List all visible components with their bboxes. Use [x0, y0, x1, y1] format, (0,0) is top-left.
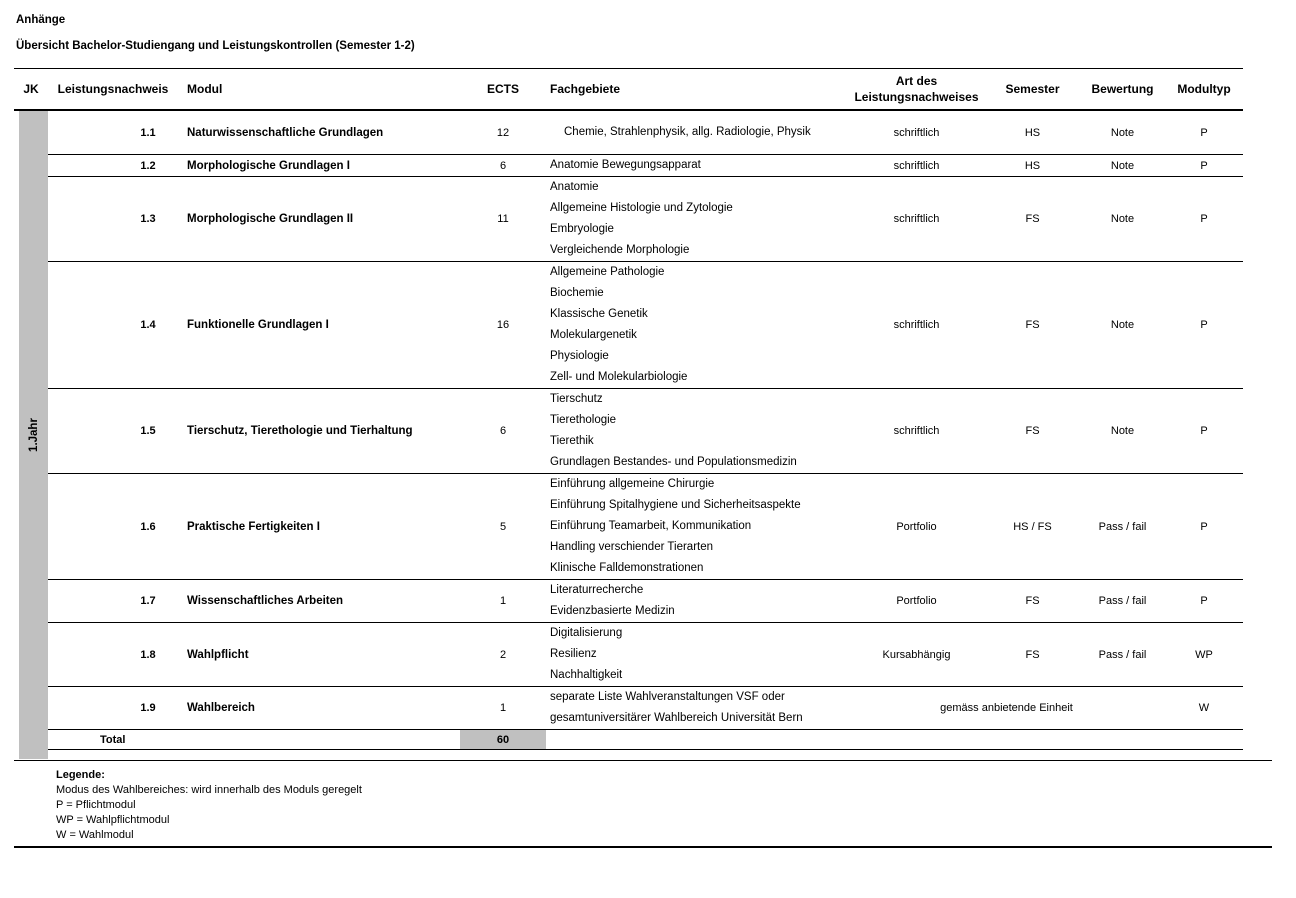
modultyp-value: P: [1165, 110, 1243, 155]
fachgebiete-list: [546, 110, 848, 155]
art-value: schriftlich: [848, 155, 985, 177]
leistungsnachweis-number: 1.1: [48, 110, 178, 155]
semester-value: HS: [985, 155, 1080, 177]
art-value: schriftlich: [848, 177, 985, 262]
column-header-leistungsnachweis: Leistungsnachweis: [48, 69, 178, 111]
total-spacer-modul: [178, 730, 460, 750]
modul-name: Wahlpflicht: [178, 623, 460, 687]
fachgebiet-line: Embryologie: [550, 223, 614, 235]
fachgebiet-line: Grundlagen Bestandes- und Populationsmedizin: [550, 456, 797, 468]
modultyp-value: P: [1165, 177, 1243, 262]
fachgebiet-line: Anatomie: [550, 181, 599, 193]
fachgebiet-line: Tierethologie: [550, 414, 617, 426]
bewertung-value: Note: [1080, 177, 1165, 262]
leistungsnachweis-number: 1.8: [48, 623, 178, 687]
ects-value: 12: [460, 110, 546, 155]
bewertung-value: Note: [1080, 110, 1165, 155]
modultyp-value: P: [1165, 580, 1243, 623]
modultyp-value: P: [1165, 262, 1243, 389]
table-body: [14, 110, 1243, 750]
table-row: [14, 580, 1243, 623]
bewertung-value: Note: [1080, 262, 1165, 389]
modul-name: Naturwissenschaftliche Grundlagen: [178, 110, 460, 155]
legend-line: Modus des Wahlbereiches: wird innerhalb des Moduls geregelt: [56, 784, 362, 796]
ects-value: 6: [460, 389, 546, 474]
jk-year-cell: [14, 110, 48, 750]
ects-value: 1: [460, 687, 546, 730]
fachgebiet-line: Klassische Genetik: [550, 308, 648, 320]
fachgebiete-list: [546, 580, 848, 623]
fachgebiete-list: [546, 389, 848, 474]
total-row: [14, 730, 1243, 750]
fachgebiete-list: [546, 623, 848, 687]
modul-name: Tierschutz, Tierethologie und Tierhaltung: [178, 389, 460, 474]
table-row: [14, 474, 1243, 580]
fachgebiete-list: [546, 177, 848, 262]
fachgebiet-line: Einführung Spitalhygiene und Sicherheitsaspekte: [550, 499, 801, 511]
total-label: Total: [48, 730, 178, 750]
modultyp-value: WP: [1165, 623, 1243, 687]
fachgebiet-line: Allgemeine Histologie und Zytologie: [550, 202, 733, 214]
art-value: Kursabhängig: [848, 623, 985, 687]
page-title: Anhänge: [16, 14, 66, 26]
header-row: [14, 69, 1243, 111]
bewertung-value: Pass / fail: [1080, 474, 1165, 580]
ects-value: 5: [460, 474, 546, 580]
jk-year-stripe: [19, 111, 48, 759]
leistungsnachweis-number: 1.3: [48, 177, 178, 262]
table-row: [14, 262, 1243, 389]
fachgebiet-line: Zell- und Molekularbiologie: [550, 371, 688, 383]
fachgebiet-line: Allgemeine Pathologie: [550, 266, 665, 278]
table-row: [14, 177, 1243, 262]
fachgebiet-line: Literaturrecherche: [550, 584, 644, 596]
total-spacer-right: [546, 730, 1243, 750]
modul-name: Wissenschaftliches Arbeiten: [178, 580, 460, 623]
table-row: [14, 389, 1243, 474]
legend-top-rule: [14, 760, 1272, 761]
table-row: [14, 155, 1243, 177]
fachgebiet-line: Handling verschiender Tierarten: [550, 541, 714, 553]
leistungsnachweis-number: 1.5: [48, 389, 178, 474]
fachgebiet-line: Vergleichende Morphologie: [550, 244, 690, 256]
art-span-value: gemäss anbietende Einheit: [848, 687, 1165, 730]
table-row: [14, 623, 1243, 687]
semester-value: HS / FS: [985, 474, 1080, 580]
fachgebiet-line: Chemie, Strahlenphysik, allg. Radiologie, Physik: [564, 126, 811, 138]
ects-value: 2: [460, 623, 546, 687]
semester-value: FS: [985, 389, 1080, 474]
modultyp-value: P: [1165, 474, 1243, 580]
column-header-fachgebiete: Fachgebiete: [546, 69, 848, 111]
art-value: schriftlich: [848, 110, 985, 155]
module-overview-table: [14, 68, 1243, 750]
semester-value: HS: [985, 110, 1080, 155]
fachgebiet-line: Tierethik: [550, 435, 594, 447]
fachgebiet-line: Resilienz: [550, 648, 597, 660]
total-ects-value: 60: [460, 730, 546, 750]
semester-value: FS: [985, 177, 1080, 262]
modul-name: Funktionelle Grundlagen I: [178, 262, 460, 389]
art-value: Portfolio: [848, 474, 985, 580]
table-row: [14, 687, 1243, 730]
fachgebiet-line: separate Liste Wahlveranstaltungen VSF oder: [550, 691, 785, 703]
fachgebiet-line: Biochemie: [550, 287, 604, 299]
semester-value: FS: [985, 580, 1080, 623]
modultyp-value: P: [1165, 389, 1243, 474]
leistungsnachweis-number: 1.6: [48, 474, 178, 580]
semester-value: FS: [985, 623, 1080, 687]
fachgebiet-line: Einführung allgemeine Chirurgie: [550, 478, 715, 490]
column-header-jk: JK: [14, 69, 48, 111]
column-header-modul: Modul: [178, 69, 460, 111]
column-header-modultyp: Modultyp: [1165, 69, 1243, 111]
bewertung-value: Note: [1080, 155, 1165, 177]
table-row: [14, 110, 1243, 155]
jk-year-label: 1.Jahr: [27, 417, 40, 452]
fachgebiet-line: Molekulargenetik: [550, 329, 637, 341]
modul-name: Morphologische Grundlagen II: [178, 177, 460, 262]
ects-value: 11: [460, 177, 546, 262]
bewertung-value: Pass / fail: [1080, 623, 1165, 687]
ects-value: 6: [460, 155, 546, 177]
fachgebiet-line: Digitalisierung: [550, 627, 623, 639]
column-header-bewertung: Bewertung: [1080, 69, 1165, 111]
fachgebiete-list: [546, 474, 848, 580]
fachgebiet-line: Physiologie: [550, 350, 609, 362]
legend-line: WP = Wahlpflichtmodul: [56, 814, 170, 826]
legend: [56, 768, 1296, 843]
table-header: [14, 69, 1243, 111]
modul-name: Wahlbereich: [178, 687, 460, 730]
legend-title: Legende:: [56, 769, 105, 781]
fachgebiet-line: Anatomie Bewegungsapparat: [550, 159, 701, 171]
art-value: schriftlich: [848, 262, 985, 389]
bewertung-value: Note: [1080, 389, 1165, 474]
leistungsnachweis-number: 1.2: [48, 155, 178, 177]
modultyp-value: P: [1165, 155, 1243, 177]
fachgebiet-line: Nachhaltigkeit: [550, 669, 623, 681]
semester-value: FS: [985, 262, 1080, 389]
column-header-semester: Semester: [985, 69, 1080, 111]
ects-value: 1: [460, 580, 546, 623]
column-header-art-des-leistungsnachweises: [848, 69, 985, 111]
fachgebiete-list: [546, 687, 848, 730]
bewertung-value: Pass / fail: [1080, 580, 1165, 623]
fachgebiet-line: Einführung Teamarbeit, Kommunikation: [550, 520, 752, 532]
fachgebiete-list: [546, 262, 848, 389]
header-art-line2: Leistungsnachweises: [854, 90, 979, 104]
page-bottom-rule: [14, 846, 1272, 848]
art-value: Portfolio: [848, 580, 985, 623]
leistungsnachweis-number: 1.4: [48, 262, 178, 389]
legend-line: W = Wahlmodul: [56, 829, 134, 841]
ects-value: 16: [460, 262, 546, 389]
art-value: schriftlich: [848, 389, 985, 474]
leistungsnachweis-number: 1.7: [48, 580, 178, 623]
modultyp-value: W: [1165, 687, 1243, 730]
legend-line: P = Pflichtmodul: [56, 799, 136, 811]
page-subtitle: Übersicht Bachelor-Studiengang und Leistungskontrollen (Semester 1-2): [16, 40, 415, 52]
header-art-line1: Art des: [895, 74, 938, 88]
modul-name: Morphologische Grundlagen I: [178, 155, 460, 177]
fachgebiete-list: [546, 155, 848, 177]
column-header-ects: ECTS: [460, 69, 546, 111]
fachgebiet-line: Tierschutz: [550, 393, 603, 405]
modul-name: Praktische Fertigkeiten I: [178, 474, 460, 580]
leistungsnachweis-number: 1.9: [48, 687, 178, 730]
fachgebiet-line: Klinische Falldemonstrationen: [550, 562, 704, 574]
fachgebiet-line: Evidenzbasierte Medizin: [550, 605, 675, 617]
fachgebiet-line: gesamtuniversitärer Wahlbereich Universität Bern: [550, 712, 803, 724]
